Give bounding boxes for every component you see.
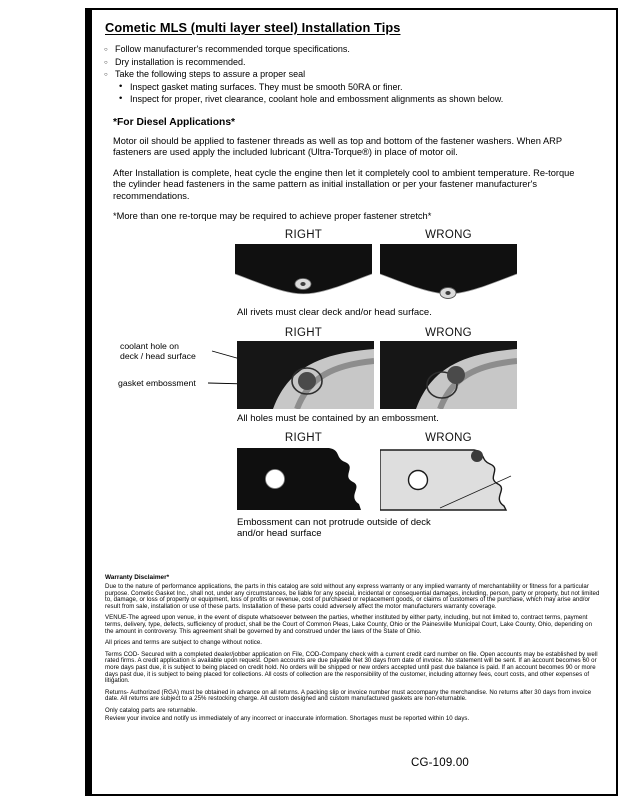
callout-line: coolant hole on [120, 341, 179, 351]
row2-wrong-label: WRONG [425, 327, 472, 339]
deck-protrusion-wrong-diagram [380, 446, 517, 512]
embossment-contained-wrong-diagram [380, 341, 517, 409]
gasket-embossment-callout: gasket embossment [118, 378, 196, 388]
rivet-clearance-wrong-diagram [380, 244, 517, 302]
page-code: CG-109.00 [410, 757, 470, 769]
retorque-note: *More than one re-torque may be required to achieve proper fastener stretch* [113, 211, 432, 222]
warranty-paragraph: Review your invoice and notify us immediately of any incorrect or inaccurate information. Shortages must be reported within 10 days. [105, 714, 470, 722]
embossment-contained-right-diagram [237, 341, 374, 409]
tip-item [104, 45, 586, 55]
row1-right-label: RIGHT [284, 229, 323, 241]
coolant-hole-callout [120, 341, 215, 361]
diesel-paragraph-1: Motor oil should be applied to fastener threads as well as top and bottom of the fastener washers. When ARP fasteners are used apply the included lubricant (Ultra-Torque®) in place of motor oil. [113, 136, 562, 158]
tip-item [104, 58, 586, 68]
sub-tip-item [119, 95, 586, 105]
diesel-applications-section [113, 117, 587, 231]
warranty-paragraph: Only catalog parts are returnable. [105, 706, 198, 714]
warranty-paragraph: Returns- Authorized (RGA) must be obtained in advance on all returns. A packing slip or invoice number must accompany the merchandise. No returns after 30 days from invoice date. All returns are subject to a 25% restocking charge. All custom designed and custom manufactured gaskets are non-returnable. [105, 688, 592, 703]
page-title: Cometic MLS (multi layer steel) Installation Tips [105, 20, 401, 35]
warranty-paragraph: Terms COD- Secured with a completed dealer/jobber application on File, COD-Company check with a current credit card number on file. Open accounts may be established by well rated firms. A credit application is available upon request. Open accounts are due payable Net 30 days from date of invoice. No statement will be sent. If an account becomes 60 or more days past due, it is subject to being placed on credit hold. No orders will be shipped or new orders accepted until past due balance is paid. If an account becomes 90 or more days past due, it is subject to being placed for collections. All costs of collection are the responsibility of the customer, including attorney fees, court costs, and other expenses of litigation. [105, 650, 598, 685]
tip-text: Dry installation is recommended. [115, 56, 246, 67]
warranty-disclaimer-section [105, 574, 602, 727]
row3-caption: Embossment can not protrude outside of deck and/or head surface [237, 517, 431, 539]
tip-text: Follow manufacturer's recommended torque specifications. [115, 44, 350, 54]
callout-line: deck / head surface [120, 351, 196, 361]
warranty-paragraph: Due to the nature of performance applications, the parts in this catalog are sold without any express warranty or any implied warranty of merchantability or fitness for a particular purpose. Cometic Gasket Inc., shall not, under any circumstances, be liable for any special, incidental or consequential damages, including, person, party or property, but not limited to, damage, or loss of property or equipment, loss of profits or revenue, cost of purchased or replacement goods, or claims of customers of the purchase, which may arise and/or result from sale, installation or use of these parts. Installation of these parts could adversely affect the motor manufacturers warranty coverage. [105, 583, 600, 610]
warranty-heading: Warranty Disclaimer* [105, 574, 170, 581]
sub-tip-item [119, 83, 586, 93]
installation-tips-list [104, 45, 586, 108]
diesel-heading: *For Diesel Applications* [113, 117, 236, 128]
row2-caption: All holes must be contained by an embossment. [237, 413, 439, 424]
row3-wrong-label: WRONG [425, 432, 472, 444]
row1-wrong-label: WRONG [425, 229, 472, 241]
tip-text: Inspect gasket mating surfaces. They must be smooth 50RA or finer. [130, 81, 403, 92]
row2-right-label: RIGHT [284, 327, 323, 339]
tip-text: Inspect for proper, rivet clearance, coolant hole and embossment alignments as shown below. [130, 94, 504, 105]
warranty-paragraph: VENUE-The agreed upon venue, in the event of dispute whatsoever between the parties, whether instituted by either party, including, but not limited to, contract terms, payment terms, delivery, type, defects, sufficiency of product, shall be the Court of Common Pleas, Lake County, Ohio or the Painesville Municipal Court, Lake County, Ohio, depending on the amount in controversy. This agreement shall be governed by and construed under the laws of the State of Ohio. [105, 614, 593, 635]
tip-item [104, 70, 586, 80]
diesel-paragraph-2: After Installation is complete, heat cycle the engine then let it completely cool to ambient temperature. Re-torque the cylinder head fasteners in the same pattern as initial installation or per your fastener manufacturer's recommendations. [113, 167, 575, 201]
warranty-paragraph: All prices and terms are subject to change without notice. [105, 639, 263, 647]
deck-protrusion-right-diagram [237, 446, 374, 512]
row3-right-label: RIGHT [284, 432, 323, 444]
row1-caption: All rivets must clear deck and/or head surface. [237, 307, 432, 318]
tip-text: Take the following steps to assure a proper seal [115, 69, 306, 80]
rivet-clearance-right-diagram [235, 244, 372, 302]
